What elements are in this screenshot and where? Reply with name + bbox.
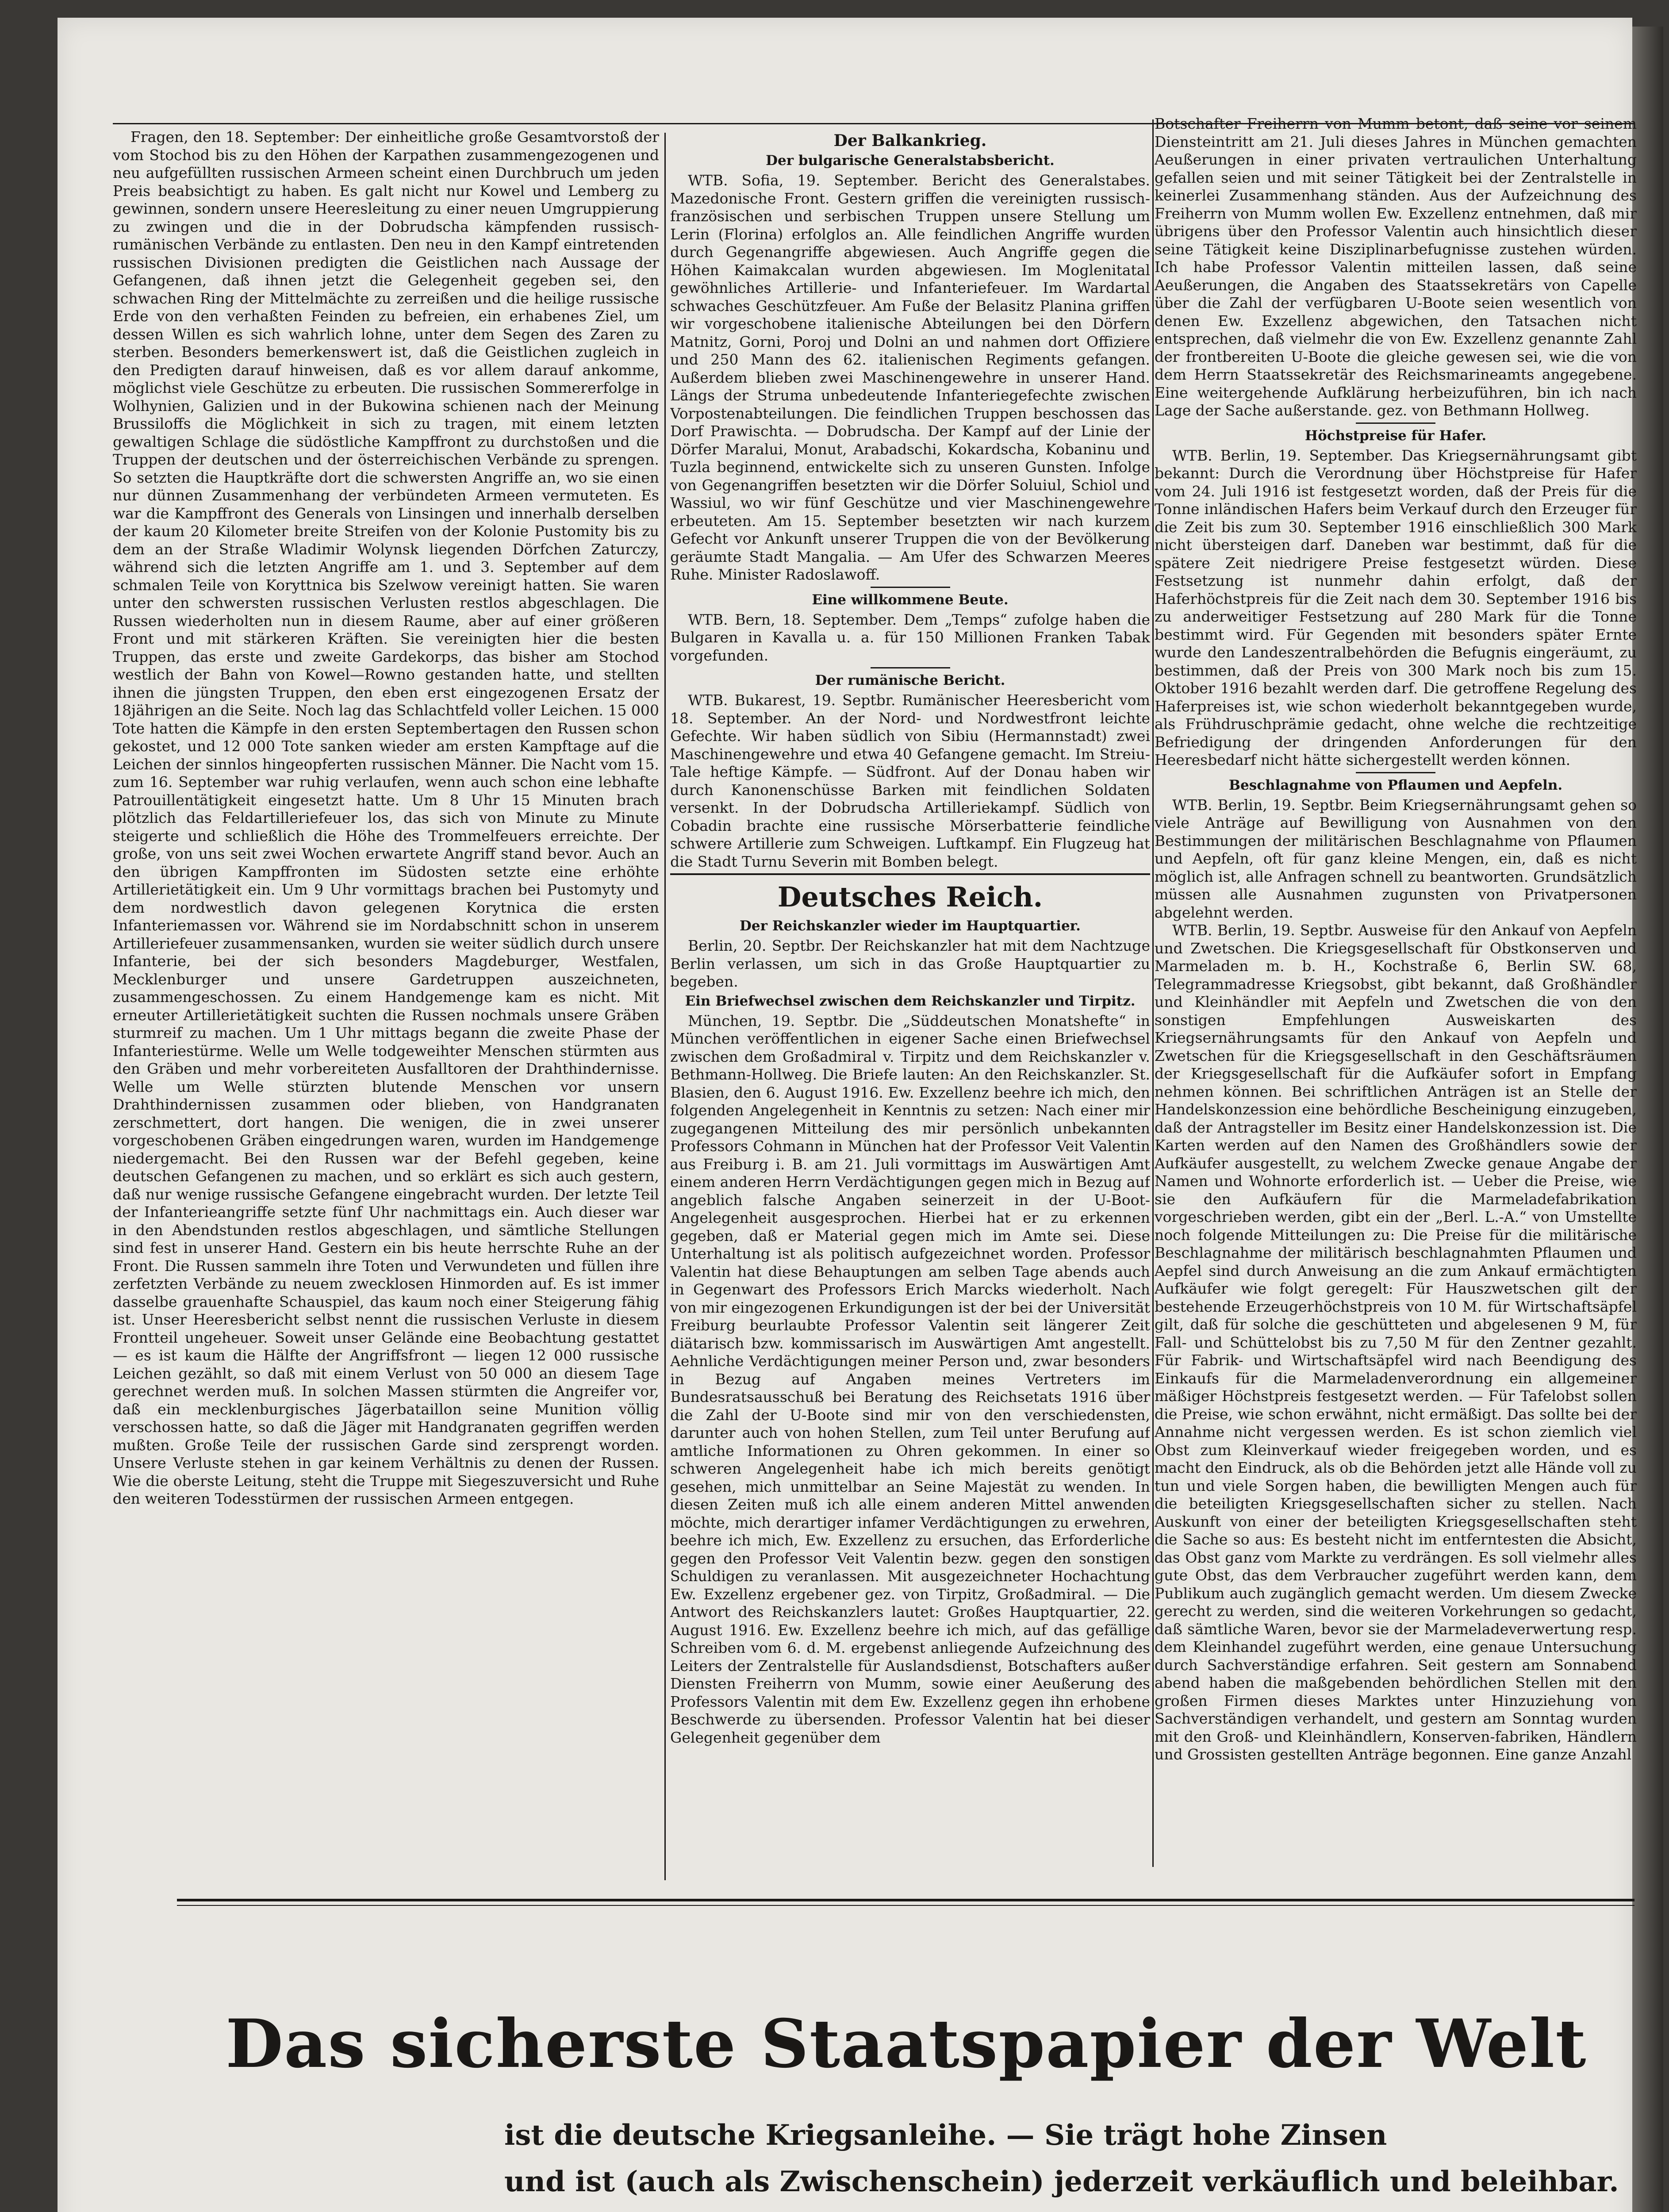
brief-report: München, 19. Septbr. Die „Süddeutschen Monatshefte“ in München veröffentlichen in eigener Sache einen Briefwechsel zwischen dem Großadmiral v. Tirpitz und dem Reichskanzler v. Bethmann-Hollweg. Die Briefe lauten: An den Reichskanzler. St. Blasien, den 6. August 1916. Ew. Exzellenz beehre ich mich, den folgenden Angelegenheit in Kenntnis zu setzen: Nach einer mir zugegangenen Mitteilung des mir persönlich unbekannten Professors Cohmann in München hat der Professor Veit Valentin aus Freiburg i. B. am 21. Juli vormittags im Auswärtigen Amt einem anderen Herrn Verdächtigungen gegen mich in Bezug auf angeblich falsche Angaben seinerzeit in der U-Boot-Angelegenheit ausgesprochen. Hierbei hat er zu erkennen gegeben, daß er Material gegen mich im Amte sei. Diese Unterhaltung ist als politisch aufgezeichnet worden. Professor Valentin hat diese Behauptungen am selben Tage abends auch in Gegenwart des Professors Erich Marcks wiederholt. Nach von mir eingezogenen Erkundigungen ist der bei der Universität Freiburg beurlaubte Professor Valentin seit längerer Zeit diätarisch bzw. kommissarisch im Auswärtigen Amt angestellt. Aehnliche Verdächtigungen meiner Person und, zwar besonders in Bezug auf Angaben meines Vertreters im Bundesratsausschuß bei Beratung des Reichsetats 1916 über die Zahl der U-Boote sind mir von den verschiedensten, darunter auch von hohen Stellen, zum Teil unter Berufung auf amtliche Informationen zu Ohren gekommen. In einer so schweren Angelegenheit habe ich mich bereits genötigt gesehen, mich unmittelbar an Seine Majestät zu wenden. In diesen Zeiten muß ich alle einem anderen Mittel anwenden möchte, mich derartiger infamer Verdächtigungen zu erwehren, beehre ich mich, Ew. Exzellenz zu ersuchen, das Erforderliche gegen den Professor Veit Valentin bezw. gegen den sonstigen Schuldigen zu veranlassen. Mit ausgezeichneter Hochachtung Ew. Exzellenz ergebener gez. von Tirpitz, Großadmiral. — Die Antwort des Reichskanzlers lautet: Großes Hauptquartier, 22. August 1916. Ew. Exzellenz beehre ich mich, auf das gefällige Schreiben vom 6. d. M. ergebenst anliegende Aufzeichnung des Leiters der Zentralstelle für Auslandsdienst, Botschafters außer Diensten Freiherrn von Mumm, sowie einer Aeußerung des Professors Valentin mit dem Ew. Exzellenz gegen ihn erhobene Beschwerde zu übersenden. Professor Valentin hat bei dieser Gelegenheit gegenüber dem [670,1012,1150,1746]
bulgar-report: WTB. Sofia, 19. September. Bericht des Generalstabes. Mazedonische Front. Gestern griffen die vereinigten russisch-französischen und serbischen Truppen unsere Stellung um Lerin (Florina) erfolglos an. Alle feindlichen Angriffe wurden durch Gegenangriffe abgewiesen. Auch Angriffe gegen die Höhen Kaimakcalan wurden abgewiesen. Im Moglenitatal gewöhnliches Artillerie- und Infanteriefeuer. Im Wardartal schwaches Geschützfeuer. Am Fuße der Belasitz Planina griffen wir vorgeschobene italienische Abteilungen bei den Dörfern Matnitz, Gorni, Poroj und Dolni an und nahmen dort Offiziere und 250 Mann des 62. italienischen Regiments gefangen. Außerdem blieben zwei Maschinengewehre in unserer Hand. Längs der Struma unbedeutende Infanteriegefechte zwischen Vorpostenabteilungen. Die feindlichen Truppen beschossen das Dorf Prawischta. — Dobrudscha. Der Kampf auf der Linie der Dörfer Maralui, Monut, Arabadschi, Kokardscha, Kobaninu und Tuzla beginnend, entwickelte sich zu unseren Gunsten. Infolge von Gegenangriffen besetzten wir die Dörfer Soluiul, Schiol und Wassiul, wo wir fünf Geschütze und vier Maschinengewehre erbeuteten. Am 15. September besetzten wir nach kurzem Gefecht vor Ankunft unserer Truppen die von der Bevölkerung geräumte Stadt Mangalia. — Am Ufer des Schwarzen Meeres Ruhe. Minister Radoslawoff. [670,172,1150,583]
column-3 [1155,115,1637,1867]
section-rule [1356,422,1435,424]
bulgar-subheading: Der bulgarische Generalstabsbericht. [766,153,1055,169]
rumaen-report: WTB. Bukarest, 19. Septbr. Rumänischer Heeresbericht vom 18. September. An der Nord- und Nordwestfront leichte Gefechte. Wir haben südlich von Sibiu (Hermannstadt) zwei Maschinengewehre und etwa 40 Gefangene gemacht. Im Streiu-Tale heftige Kämpfe. — Südfront. Auf der Donau haben wir durch Kanonenschüsse Barken mit feindlichen Soldaten versenkt. In der Dobrudscha Artilleriekampf. Südlich von Cobadin brachte eine russische Mörserbatterie feindliche schwere Artillerie zum Schweigen. Luftkampf. Ein Flugzeug hat die Stadt Turnu Severin mit Bomben belegt. [670,691,1150,870]
brief-heading: Ein Briefwechsel zwischen dem Reichskanzler und Tirpitz. [685,993,1136,1009]
column-divider-2 [1152,119,1154,1867]
column-2 [670,128,1150,1880]
pflaumen-report: WTB. Berlin, 19. Septbr. Beim Kriegsernährungsamt gehen so viele Anträge auf Bewilligung von Ausnahmen von den Bestimmungen der militärischen Beschlagnahme von Pflaumen und Aepfeln, oft für ganz kleine Mengen, ein, daß es nicht möglich ist, alle Anfragen schnell zu beantworten. Grundsätzlich müssen alle Ausnahmen zugunsten von Privatpersonen abgelehnt werden. [1155,796,1637,921]
pflaumen-heading: Beschlagnahme von Pflaumen und Aepfeln. [1228,777,1563,793]
column-1 [113,128,659,1880]
beute-heading: Eine willkommene Beute. [812,591,1009,608]
section-rule-wide [670,873,1150,875]
section-rule [871,587,950,588]
mumm-report: Botschafter Freiherrn von Mumm betont, daß seine vor seinem Diensteintritt am 21. Juli dieses Jahres in München gemachten Aeußerungen in einer privaten vertraulichen Unterhaltung gefallen seien und mit seiner Tätigkeit bei der Zentralstelle in keinerlei Zusammenhang ständen. Aus der Aufzeichnung des Freiherrn von Mumm wollen Ew. Exzellenz entnehmen, daß mir übrigens über den Professor Valentin auch hinsichtlich dieser seine Tätigkeit keine Disziplinarbefugnisse zustehen würden. Ich habe Professor Valentin mitteilen lassen, daß seine Aeußerungen, die Angaben des Staatssekretärs von Capelle über die Zahl der verfügbaren U-Boote seien wesentlich von denen Ew. Exzellenz abgewichen, den Tatsachen nicht entsprechen, daß vielmehr die von Ew. Exzellenz genannte Zahl der frontbereiten U-Boote die gleiche gewesen sei, wie die von dem Herrn Staatssekretär des Reichsmarineamts angegebene. Eine weitergehende Aufklärung herbeizuführen, bin ich nach Lage der Sache außerstande. gez. von Bethmann Hollweg. [1155,115,1637,419]
beute-report: WTB. Bern, 18. September. Dem „Temps“ zufolge haben die Bulgaren in Kavalla u. a. für 150 Millionen Franken Tabak vorgefunden. [670,611,1150,664]
rumaen-heading: Der rumänische Bericht. [815,672,1005,688]
ad-line-2: und ist (auch als Zwischenschein) jederzeit verkäuflich und beleihbar. [504,2165,1619,2198]
balkan-heading: Der Balkankrieg. [833,131,987,150]
reich-heading: Deutsches Reich. [777,881,1043,913]
section-rule [1356,772,1435,773]
ad-headline: Das sicherste Staatspapier der Welt [226,2005,1587,2083]
bottom-rule-thin [177,1905,1634,1906]
column-divider-1 [664,133,666,1880]
page-edge [1632,27,1663,2212]
obst-report: WTB. Berlin, 19. Septbr. Ausweise für den Ankauf von Aepfeln und Zwetschen. Die Kriegsgesellschaft für Obstkonserven und Marmeladen m. b. H., Kochstraße 6, Berlin SW. 68, Telegrammadresse Kriegsobst, gibt bekannt, daß Großhändler und Kleinhändler mit Aepfeln und Zwetschen die von den sonstigen Empfehlungen Ausweiskarten des Kriegsernährungsamts für den Ankauf von Aepfeln und Zwetschen für die Kriegsgesellschaft in den Geschäftsräumen der Kriegsgesellschaft für die Aufkäufer sofort in Empfang nehmen können. Bei schriftlichen Anträgen ist an Stelle der Handelskonzession eine behördliche Bescheinigung einzugeben, daß der Antragsteller im Besitz einer Handelskonzession ist. Die Karten werden auf den Namen des Großhändlers sowie der Aufkäufer ausgestellt, zu welchem Zwecke genaue Angabe der Namen und Wohnorte erforderlich ist. — Ueber die Preise, wie sie den Aufkäufern für die Marmeladefabrikation vorgeschrieben werden, gibt ein der „Berl. L.-A.“ von Umstellte noch folgende Mitteilungen zu: Die Preise für die militärische Beschlagnahme der militärisch beschlagnahmten Pflaumen und Aepfel sind durch Anweisung an die zum Ankauf ermächtigten Aufkäufer wie folgt geregelt: Für Hauszwetschen gilt der bestehende Erzeugerhöchstpreis von 10 M. für Wirtschaftsäpfel gilt, daß für solche die geschütteten und abgelesenen 9 M, für Fall- und Schüttelobst bis zu 7,50 M für den Zentner gezahlt. Für Fabrik- und Wirtschaftsäpfel wird nach Beendigung des Einkaufs für die Marmeladenverordnung ein allgemeiner mäßiger Höchstpreis festgesetzt werden. — Für Tafelobst sollen die Preise, wie schon erwähnt, nicht ermäßigt. Das sollte bei der Annahme nicht vergessen werden. Es ist schon ziemlich viel Obst zum Kleinverkauf wieder freigegeben worden, und es macht den Eindruck, als ob die Behörden jetzt alle Hände voll zu tun und viele Sorgen haben, die bewilligten Mengen auch für die beteiligten Kriegsgesellschaften sicher zu stellen. Nach Auskunft von einer der beteiligten Kriegsgesellschaften steht die Sache so aus: Es besteht nicht im entferntesten die Absicht, das Obst ganz vom Markte zu verdrängen. Es soll vielmehr alles gute Obst, das dem Verbraucher zugeführt werden kann, dem Publikum auch zugänglich gemacht werden. Um diesem Zwecke gerecht zu werden, sind die weiteren Vorkehrungen so gedacht, daß sämtliche Waren, bevor sie der Marmeladeverwertung resp. dem Kleinhandel zugeführt werden, eine genaue Untersuchung durch Sachverständige erfahren. Seit gestern am Sonnabend abend haben die maßgebenden behördlichen Stellen mit den großen Firmen dieses Marktes unter Hinzuziehung von Sachverständigen verhandelt, und gestern am Sonntag wurden mit den Groß- und Kleinhändlern, Konserven-fabriken, Händlern und Grossisten gestellten Anträge begonnen. Eine ganze Anzahl [1155,922,1637,1763]
ad-line-3 [504,2210,1628,2212]
hafer-report: WTB. Berlin, 19. September. Das Kriegsernährungsamt gibt bekannt: Durch die Verordnung über Höchstpreise für Hafer vom 24. Juli 1916 ist festgesetzt worden, daß der Preis für die Tonne inländischen Hafers beim Verkauf durch den Erzeuger für die Zeit bis zum 30. September 1916 einschließlich 300 Mark nicht übersteigen darf. Daneben war bestimmt, daß für die spätere Zeit niedrigere Preise festgesetzt würden. Diese Festsetzung ist nunmehr dahin erfolgt, daß der Haferhöchstpreis für die Zeit nach dem 30. September 1916 bis zu anderweitiger Festsetzung auf 280 Mark für die Tonne bestimmt wird. Für Gegenden mit besonders später Ernte wurde den Landeszentralbehörden die Befugnis eingeräumt, zu bestimmen, daß der Preis von 300 Mark noch bis zum 15. Oktober 1916 bezahlt werden darf. Die getroffene Regelung des Haferpreises ist, wie schon wiederholt bekanntgegeben wurde, als Frühdruschprämie gedacht, ohne welche die rechtzeitige Befriedigung der dringenden Anforderungen für den Heeresbedarf nicht hätte sichergestellt werden können. [1155,446,1637,768]
kanzler-heading: Der Reichskanzler wieder im Hauptquartier. [740,918,1081,934]
article-front-report: Fragen, den 18. September: Der einheitliche große Gesamtvorstoß der vom Stochod bis zu den Höhen der Karpathen zusammengezogenen und neu aufgefüllten russischen Armeen scheint einen Durchbruch um jeden Preis beabsichtigt zu haben. Es galt nicht nur Kowel und Lemberg zu gewinnen, sondern unsere Heeresleitung zu einer neuen Umgruppierung zu zwingen und die in der Dobrudscha kämpfenden russisch-rumänischen Verbände zu entlasten. Den neu in den Kampf eintretenden russischen Divisionen predigten die Geistlichen nach Aussage der Gefangenen, daß ihnen jetzt die Gelegenheit gegeben sei, den schwachen Ring der Mittelmächte zu zerreißen und die heilige russische Erde von den verhaßten Feinden zu befreien, ein erhabenes Ziel, um dessen Willen es sich wahrlich lohne, unter dem Segen des Zaren zu sterben. Besonders bemerkenswert ist, daß die Geistlichen zugleich in den Predigten darauf hinweisen, daß es vor allem darauf ankomme, möglichst viele Geschütze zu erbeuten. Die russischen Sommererfolge in Wolhynien, Galizien und in der Bukowina schienen nach der Meinung Brussiloffs die Möglichkeit in sich zu tragen, mit einem letzten gewaltigen Schlage die südöstliche Kampffront zu durchstoßen und die Truppen der deutschen und der österreichischen Verbände zu sprengen. So setzten die Hauptkräfte dort die schwersten Angriffe an, wo sie einen nur dünnen Zusammenhang der verbündeten Armeen vermuteten. Es war die Kampffront des Generals von Linsingen und innerhalb derselben der kaum 20 Kilometer breite Streifen von der Kolonie Pustomity bis zu dem an der Straße Wladimir Wolynsk liegenden Dörfchen Zaturczy, während sich die letzten Angriffe am 1. und 3. September auf dem schmalen Teile von Koryttnica bis Szelwow vereinigt hatten. Sie waren unter den schwersten russischen Verlusten restlos abgeschlagen. Die Russen wiederholten nun in diesem Raume, aber auf einer größeren Front und mit stärkeren Kräften. Sie vereinigten hier die besten Truppen, das erste und zweite Gardekorps, das bisher am Stochod westlich der Bahn von Kowel—Rowno gestanden hatte, und stellten ihnen die jüngsten Truppen, den eben erst eingezogenen Ersatz der 18jährigen an die Seite. Noch lag das Schlachtfeld voller Leichen. 15 000 Tote hatten die Kämpfe in den ersten Septembertagen den Russen schon gekostet, und 12 000 Tote sanken wieder am ersten Kampftage auf die Leichen der sinnlos hingeopferten russischen Männer. Die Nacht vom 15. zum 16. September war ruhig verlaufen, wenn auch schon eine lebhafte Patrouillentätigkeit eingesetzt hatte. Um 8 Uhr 15 Minuten brach plötzlich das Feldartilleriefeuer los, das sich von Minute zu Minute steigerte und schließlich die Höhe des Trommelfeuers erreichte. Der große, von uns seit zwei Wochen erwartete Angriff stand bevor. Auch an den übrigen Kampffronten im Südosten setzte eine erhöhte Artillerietätigkeit ein. Um 9 Uhr vormittags brachen bei Pustomyty und dem nordwestlich davon gelegenen Korytnica die ersten Infanteriemassen vor. Während sie im Nordabschnitt schon in unserem Artilleriefeuer zusammensanken, wurden sie weiter südlich durch unsere Infanterie, bei der sich besonders Magdeburger, Westfalen, Mecklenburger und unsere Gardetruppen auszeichneten, zusammengeschossen. Zu einem Handgemenge kam es nicht. Mit erneuter Artillerietätigkeit suchten die Russen nochmals unsere Gräben sturmreif zu machen. Um 1 Uhr mittags begann die zweite Phase der Infanteriestürme. Welle um Welle todgeweihter Menschen stürmten aus den Gräben und mehr vorbereiteten Ausfalltoren der Drahthindernisse. Welle um Welle stürzten blutende Menschen vor unsern Drahthindernissen zusammen oder blieben, von Handgranaten zerschmettert, dort hangen. Die wenigen, die in zwei unserer vorgeschobenen Gräben eingedrungen waren, wurden im Handgemenge niedergemacht. Bei den Russen war der Befehl gegeben, keine deutschen Gefangenen zu machen, und so erklärt es sich auch gestern, daß nur wenige russische Gefangene eingebracht wurden. Der letzte Teil der Infanterieangriffe setzte fünf Uhr nachmittags ein. Auch dieser war in den Abendstunden restlos abgeschlagen, und sämtliche Stellungen sind fest in unserer Hand. Gestern ein bis heute herrschte Ruhe an der Front. Die Russen sammeln ihre Toten und Verwundeten und füllen ihre zerfetzten Verbände zu neuem zwecklosen Hinmorden auf. Es ist immer dasselbe grauenhafte Schauspiel, das kaum noch einer Steigerung fähig ist. Unser Heeresbericht selbst nennt die russischen Verluste in diesem Frontteil ungeheuer. Soweit unser Gelände eine Beobachtung gestattet — es ist kaum die Hälfte der Angriffsfront — liegen 12 000 russische Leichen gezählt, so daß mit einem Verlust von 50 000 an diesem Tage gerechnet werden muß. In solchen Massen stürmten die Angreifer vor, daß ein mecklenburgisches Jägerbataillon seine Munition völlig verschossen hatte, so daß die Jäger mit Handgranaten gegriffen werden mußten. Große Teile der russischen Garde sind zersprengt worden. Unsere Verluste stehen in gar keinem Verhältnis zu denen der Russen. Wie die oberste Leitung, steht die Truppe mit Siegeszuversicht und Ruhe den weiteren Todesstürmen der russischen Armeen entgegen. [113,128,659,1507]
kanzler-report: Berlin, 20. Septbr. Der Reichskanzler hat mit dem Nachtzuge Berlin verlassen, um sich in das Große Hauptquartier zu begeben. [670,937,1150,990]
bottom-rule [177,1899,1634,1901]
section-rule [871,667,950,668]
ad-line-1: ist die deutsche Kriegsanleihe. — Sie trägt hohe Zinsen [504,2119,1387,2152]
hafer-heading: Höchstpreise für Hafer. [1305,427,1487,444]
